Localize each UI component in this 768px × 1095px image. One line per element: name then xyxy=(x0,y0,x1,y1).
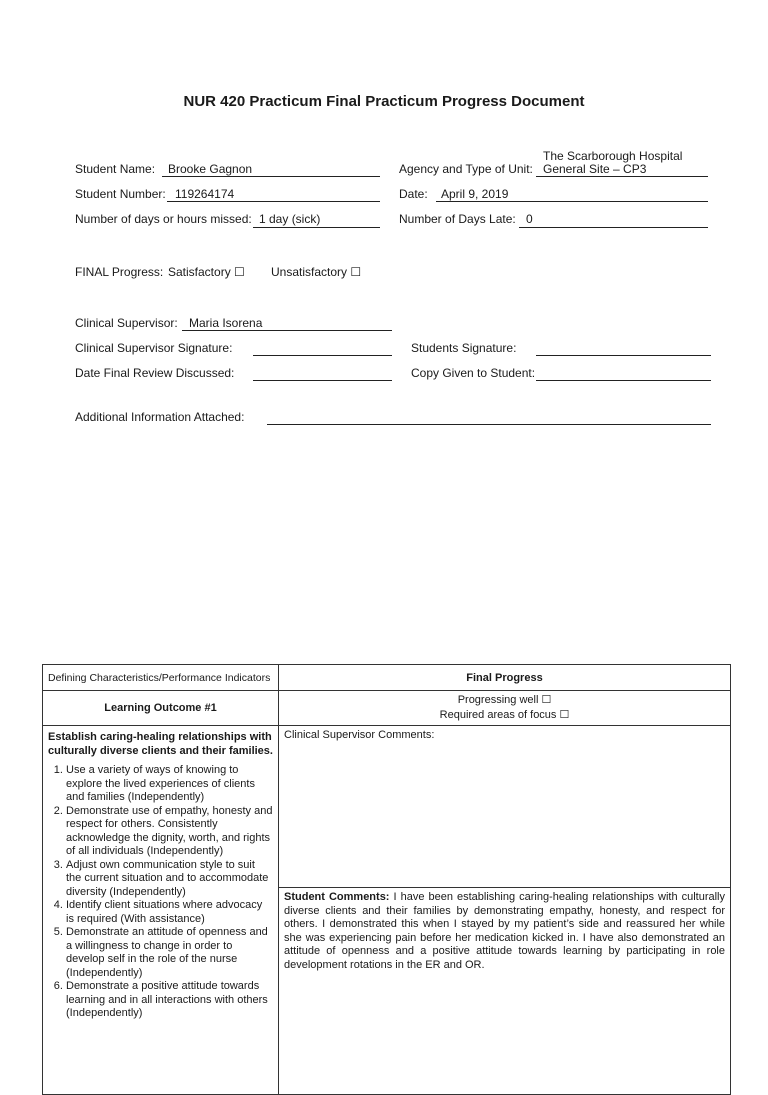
outcome-statement: Establish caring-healing relationships with culturally diverse clients and their families. xyxy=(48,731,273,757)
additional-info-label: Additional Information Attached: xyxy=(75,410,245,424)
supervisor-signature-line[interactable] xyxy=(253,355,392,356)
days-late-value[interactable]: 0 xyxy=(526,212,533,226)
learning-outcome-table xyxy=(42,664,731,1095)
date-value[interactable]: April 9, 2019 xyxy=(441,187,509,201)
student-number-value[interactable]: 119264174 xyxy=(175,187,235,201)
student-signature-line[interactable] xyxy=(536,355,711,356)
header-final-progress: Final Progress xyxy=(279,665,731,691)
header-indicators: Defining Characteristics/Performance Indicators xyxy=(43,665,279,691)
supervisor-value[interactable]: Maria Isorena xyxy=(189,316,263,330)
date-label: Date: xyxy=(399,187,428,201)
date-review-label: Date Final Review Discussed: xyxy=(75,366,235,380)
copy-given-line[interactable] xyxy=(536,380,711,381)
student-name-label: Student Name: xyxy=(75,162,156,176)
student-signature-label: Students Signature: xyxy=(411,341,517,355)
supervisor-label: Clinical Supervisor: xyxy=(75,316,178,330)
indicator-item: 6. Demonstrate a positive attitude towards learning and in all interactions with others (Independently) xyxy=(66,980,273,1021)
indicators-cell xyxy=(43,726,279,1095)
days-late-line xyxy=(519,227,708,228)
days-missed-value[interactable]: 1 day (sick) xyxy=(259,212,321,226)
student-number-label: Student Number: xyxy=(75,187,166,201)
indicator-item: 1. Use a variety of ways of knowing to explore the lived experiences of clients and families (Independently) xyxy=(66,764,273,805)
progress-options xyxy=(279,691,731,726)
student-number-line xyxy=(167,201,380,202)
supervisor-comments-label: Clinical Supervisor Comments: xyxy=(284,729,435,741)
page-title: NUR 420 Practicum Final Practicum Progress Document xyxy=(183,93,585,110)
indicator-item: 2. Demonstrate use of empathy, honesty and respect for others. Consistently acknowledge the dignity, worth, and rights of all individuals (Independently) xyxy=(66,805,273,859)
days-late-label: Number of Days Late: xyxy=(399,212,516,226)
required-focus-checkbox[interactable]: Required areas of focus ☐ xyxy=(439,709,570,721)
agency-line2[interactable]: General Site – CP3 xyxy=(543,162,647,176)
satisfactory-checkbox[interactable]: Satisfactory ☐ xyxy=(168,265,245,279)
days-missed-label: Number of days or hours missed: xyxy=(75,212,252,226)
final-progress-label: FINAL Progress: xyxy=(75,265,164,279)
student-comments-cell[interactable] xyxy=(279,888,731,1095)
agency-label: Agency and Type of Unit: xyxy=(399,162,533,176)
outcome-row xyxy=(43,691,731,726)
outcome-title: Learning Outcome #1 xyxy=(43,691,279,726)
student-name-line xyxy=(162,176,380,177)
indicator-item: 5. Demonstrate an attitude of openness and a willingness to change in order to develop self in the role of the nurse (Independently) xyxy=(66,926,273,980)
indicator-list xyxy=(48,764,273,1021)
copy-given-label: Copy Given to Student: xyxy=(411,366,536,380)
indicator-item: 4. Identify client situations where advocacy is required (With assistance) xyxy=(66,899,273,926)
supervisor-comments-cell[interactable] xyxy=(279,726,731,888)
student-comments-text: I have been establishing caring-healing relationships with culturally diverse clients and their families by demonstrating empathy, honesty, and respect for others. I demonstrated this when I stayed by my patient’s side and reassured her while she was experiencing pain before her medication kicked in. I have also demonstrated an attitude of openness and a positive attitude towards learning by participating in role development rotations in the ER and OR. xyxy=(284,891,726,971)
days-missed-line xyxy=(253,227,380,228)
student-comments-label: Student Comments: xyxy=(284,891,390,903)
table-header-row xyxy=(43,665,731,691)
date-line xyxy=(436,201,708,202)
additional-info-line[interactable] xyxy=(267,424,711,425)
indicator-item: 3. Adjust own communication style to suit the current situation and to accommodate diversity (Independently) xyxy=(66,859,273,900)
student-name-value[interactable]: Brooke Gagnon xyxy=(168,162,253,176)
agency-line1[interactable]: The Scarborough Hospital xyxy=(543,149,683,163)
date-review-line[interactable] xyxy=(253,380,392,381)
supervisor-line xyxy=(182,330,392,331)
agency-line xyxy=(536,176,708,177)
unsatisfactory-checkbox[interactable]: Unsatisfactory ☐ xyxy=(271,265,362,279)
progressing-well-checkbox[interactable]: Progressing well ☐ xyxy=(457,694,552,706)
supervisor-signature-label: Clinical Supervisor Signature: xyxy=(75,341,233,355)
content-row xyxy=(43,726,731,888)
